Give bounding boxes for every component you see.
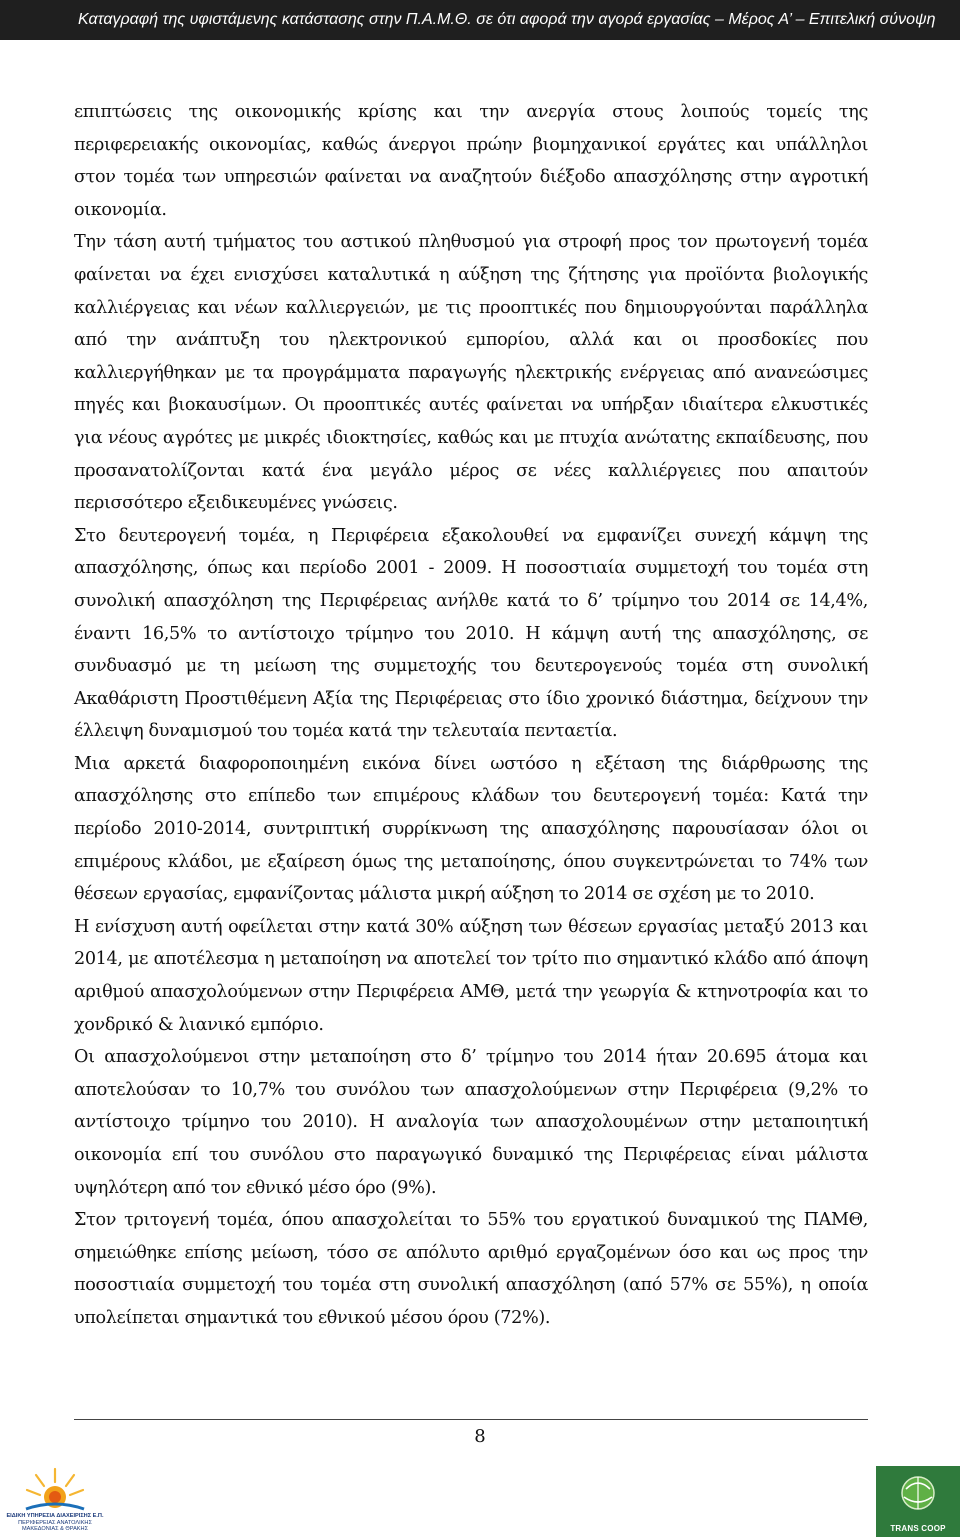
document-body: [74, 96, 868, 1335]
paragraph-4: Μια αρκετά διαφοροποιημένη εικόνα δίνει ωστόσο η εξέταση της διάρθρωσης της απασχόλησης στο επίπεδο των επιμέρους κλάδων του δευτερογενή τομέα: Κατά την περίοδο 2010-2014, συντριπτική συρρίκνωση της απασχόλησης παρουσίασαν όλοι οι επιμέρους κλάδοι, με εξαίρεση όμως της μεταποίησης, όπου συγκεντρώνεται το 74% των θέσεων εργασίας, εμφανίζοντας μάλιστα μικρή αύξηση το 2014 σε σχέση με το 2010.: [74, 753, 868, 905]
managing-authority-region: ΠΕΡΙΦΕΡΕΙΑΣ ΑΝΑΤΟΛΙΚΗΣ ΜΑΚΕΔΟΝΙΑΣ & ΘΡΑΚΗΣ: [18, 1519, 92, 1532]
managing-authority-name: ΕΙΔΙΚΗ ΥΠΗΡΕΣΙΑ ΔΙΑΧΕΙΡΙΣΗΣ Ε.Π.: [6, 1513, 104, 1519]
trans-coop-logo: [876, 1466, 960, 1537]
running-header: [0, 0, 960, 40]
footer-divider: [74, 1419, 868, 1420]
managing-authority-label: [4, 1513, 106, 1533]
paragraph-1: επιπτώσεις της οικονομικής κρίσης και την ανεργία στους λοιπούς τομείς της περιφερειακής οικονομίας, καθώς άνεργοι πρώην βιομηχανικοί εργάτες και υπάλληλοι στον τομέα των υπηρεσιών φαίνεται να αναζητούν διέξοδο απασχόλησης στην αγροτική οικονομία.: [74, 102, 868, 220]
page-number: 8: [474, 1426, 486, 1447]
paragraph-5: Η ενίσχυση αυτή οφείλεται στην κατά 30% αύξηση των θέσεων εργασίας μεταξύ 2013 και 2014, με αποτέλεσμα η μεταποίηση να αποτελεί τον τρίτο πιο σημαντικό κλάδο από άποψη αριθμού απασχολούμενων στην Περιφέρεια ΑΜΘ, μετά την γεωργία & κτηνοτροφία και το χονδρικό & λιανικό εμπόριο.: [74, 916, 868, 1035]
paragraph-7: Στον τριτογενή τομέα, όπου απασχολείται το 55% του εργατικού δυναμικού της ΠΑΜΘ, σημειώθηκε επίσης μείωση, τόσο σε απόλυτο αριθμό εργαζομένων όσο και ως προς την ποσοστιαία συμμετοχή του τομέα στη συνολική απασχόληση (από 57% σε 55%), η οποία υπολείπεται σημαντικά του εθνικού μέσου όρου (72%).: [74, 1210, 868, 1328]
paragraph-2: Την τάση αυτή τμήματος του αστικού πληθυσμού για στροφή προς τον πρωτογενή τομέα φαίνεται να έχει ενισχύσει καταλυτικά η αύξηση της ζήτησης για προϊόντα βιολογικής καλλιέργειας και νέων καλλιεργειών, με τις προοπτικές που δημιουργούνται παράλληλα από την ανάπτυξη του ηλεκτρονικού εμπορίου, αλλά και οι προσδοκίες που καλλιεργήθηκαν με τα προγράμματα παραγωγής ηλεκτρικής ενέργειας από ανανεώσιμες πηγές και βιοκαυσίμων. Οι προοπτικές αυτές φαίνεται να υπήρξαν ιδιαίτερα ελκυστικές για νέους αγρότες με μικρές ιδιοκτησίες, καθώς και με πτυχία ανώτατης εκπαίδευσης, που προσανατολίζονται κατά ένα μεγάλο μέρος σε νέες καλλιέργειες που απαιτούν περισσότερο εξειδικευμένες γνώσεις.: [74, 232, 868, 514]
globe-leaf-icon: [876, 1466, 960, 1516]
sun-emblem-icon: [4, 1463, 106, 1513]
paragraph-6: Οι απασχολούμενοι στην μεταποίηση στο δ’ τρίμηνο του 2014 ήταν 20.695 άτομα και αποτελούσαν το 10,7% του συνόλου των απασχολούμενων στην Περιφέρεια (9,2% το αντίστοιχο τρίμηνο του 2010). Η αναλογία των απασχολουμένων στην μεταποιητική οικονομία επί του συνόλου στο παραγωγικό δυναμικό της Περιφέρειας είναι μάλιστα υψηλότερη από τον εθνικό μέσο όρο (9%).: [74, 1047, 868, 1198]
paragraph-3: Στο δευτερογενή τομέα, η Περιφέρεια εξακολουθεί να εμφανίζει συνεχή κάμψη της απασχόλησης, όπως και περίοδο 2001 - 2009. Η ποσοστιαία συμμετοχή του τομέα στη συνολική απασχόληση της Περιφέρειας ανήλθε κατά το δ’ τρίμηνο του 2014 σε 14,4%, έναντι 16,5% το αντίστοιχο τρίμηνο του 2010. Η κάμψη αυτή της απασχόλησης, σε συνδυασμό με τη μείωση της συμμετοχής του δευτερογενούς τομέα στη συνολική Ακαθάριστη Προστιθέμενη Αξία της Περιφέρειας στο ίδιο χρονικό διάστημα, δείχνουν την έλλειψη δυναμισμού του τομέα κατά την τελευταία πενταετία.: [74, 525, 868, 742]
trans-coop-label: TRANS COOP: [890, 1524, 946, 1533]
managing-authority-logo: [4, 1463, 106, 1535]
header-title: Καταγραφή της υφιστάμενης κατάστασης στην Π.Α.Μ.Θ. σε ότι αφορά την αγορά εργασίας – Μέρος Α’ – Επιτελική σύνοψη: [78, 11, 936, 28]
